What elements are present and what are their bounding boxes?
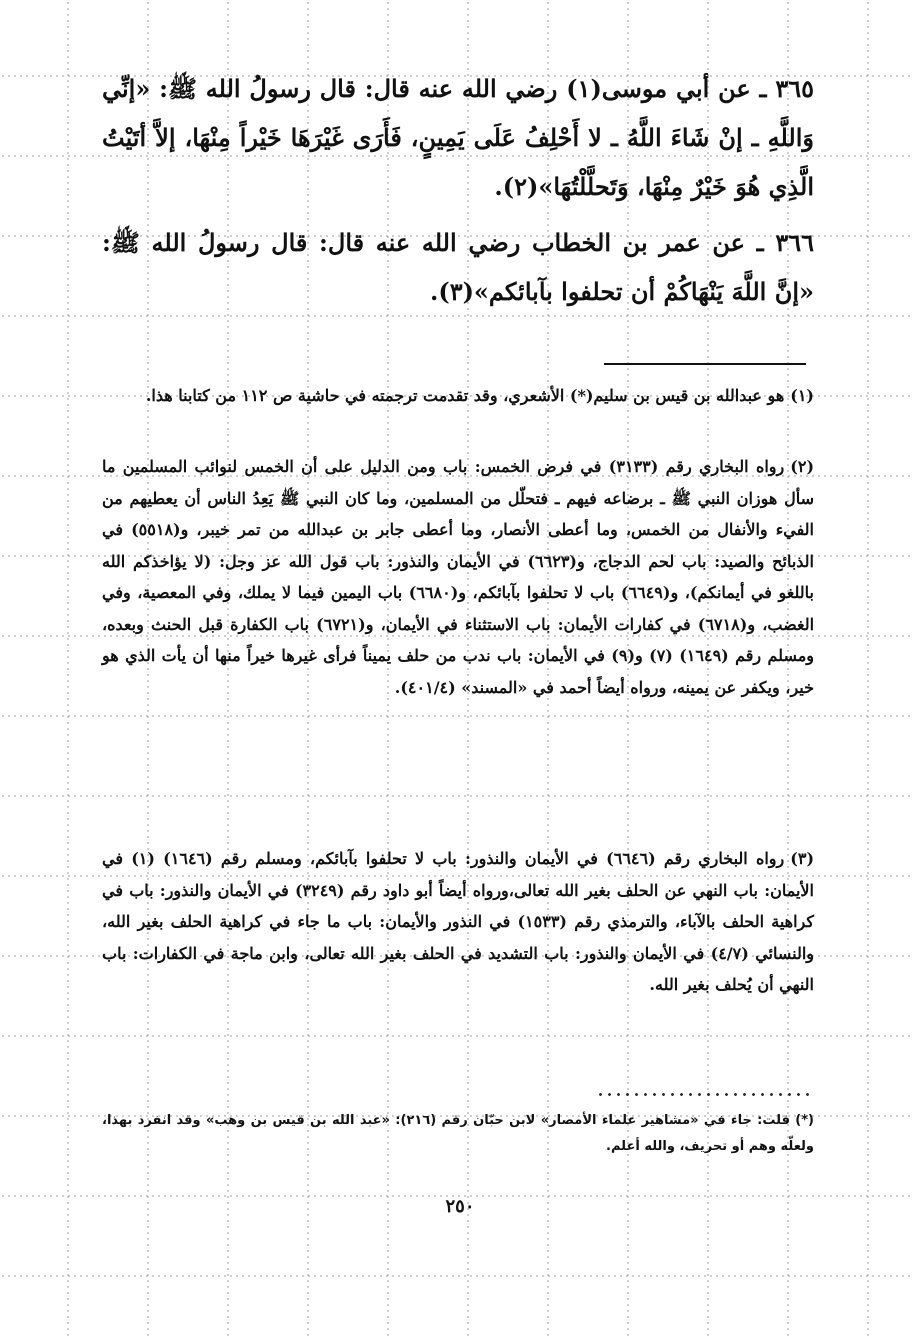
hadith-365: ٣٦٥ ـ عن أبي موسى(١) رضي الله عنه قال: قال رسولُ الله ﷺ: «إنِّي وَاللَّهِ ـ إنْ شَاءَ اللَّهُ ـ لا أَحْلِفُ عَلَى يَمِينٍ، فَأَرَى غَيْرَهَا خَيْراً مِنْهَا، إلاَّ أتَيْتُ الَّذِي هُوَ خَيْرٌ مِنْهَا، وَتَحلَّلْتُهَا»(٢). — [102, 74, 814, 201]
footnote-text: رواه البخاري رقم (٣١٣٣) في فرض الخمس: باب ومن الدليل على أن الخمس لنوائب المسلمين ما سأل هوزان النبي ﷺ ـ برضاعه فيهم ـ فتحلّل من المسلمين، وما كان النبي ﷺ يَعِدُ الناس أن يعطيهم من الفيء والأنفال من الخمس، وما أعطى الأنصار، وما أعطى جابر بن عبدالله من تمر خيبر، و(٥٥١٨) في الذبائح والصيد: باب لحم الدجاج، و(٦٦٢٣) في الأيمان والنذور: باب قول الله عز وجل: (لا يؤاخذكم الله باللغو في أيمانكم)، و(٦٦٤٩) باب لا تحلفوا بآبائكم، و(٦٦٨٠) باب اليمين فيما لا يملك، وفي المعصية، وفي الغضب، و(٦٧١٨) في كفارات الأيمان: باب الاستثناء في الأيمان، و(٦٧٢١) باب الكفارة قبل الحنث وبعده، ومسلم رقم (١٦٤٩) (٧) و(٩) في الأيمان: باب ندب من حلف يميناً فرأى غيرها خيراً منها أن يأت الذي هو خير، ويكفر عن يمينه، ورواه أيضاً أحمد في «المسند» (٤٠١/٤). — [102, 457, 815, 697]
footnote-number: (١) — [790, 386, 814, 405]
dotted-separator — [596, 1093, 810, 1096]
footnote-text: رواه البخاري رقم (٦٦٤٦) في الأيمان والنذور: باب لا تحلفوا بآبائكم، ومسلم رقم (١٦٤٦) (١) في الأيمان: باب النهي عن الحلف بغير الله تعالى،ورواه أيضاً أبو داود رقم (٣٢٤٩) في الأيمان والنذور: باب في كراهية الحلف بالآباء، والترمذي رقم (١٥٣٣) في النذور والأيمان: باب ما جاء في كراهية الحلف بغير الله، والنسائي (٤/٧) في الأيمان والنذور: باب التشديد في الحلف بغير الله تعالى، وابن ماجة في الكفارات: باب النهي أن يُحلف بغير الله. — [102, 849, 815, 994]
footnote-separator — [604, 363, 806, 365]
editor-note: (*) قلت: جاء في «مشاهير علماء الأمصار» لابن حبّان رقم (٢١٦): «عبد الله بن قيس بن وهب» وقد انفرد بهذا، ولعلّه وهم أو تحريف، والله أعلم. — [102, 1113, 814, 1154]
footnote-3 — [102, 843, 814, 1001]
footnote-number: (٣) — [790, 849, 815, 868]
hadith-366: ٣٦٦ ـ عن عمر بن الخطاب رضي الله عنه قال: قال رسولُ الله ﷺ: «إنَّ اللَّهَ يَنْهَاكُمْ أن تحلفوا بآبائكم»(٣). — [102, 228, 814, 306]
footnote-number: (٢) — [790, 457, 815, 476]
footnote-text: هو عبدالله بن قيس بن سليم(*) الأشعري، وقد تقدمت ترجمته في حاشية ص ١١٢ من كتابنا هذا. — [145, 386, 785, 405]
page-number: ٢٥٠ — [445, 1196, 475, 1217]
footnote-1 — [102, 380, 814, 412]
footnote-2 — [102, 451, 814, 703]
